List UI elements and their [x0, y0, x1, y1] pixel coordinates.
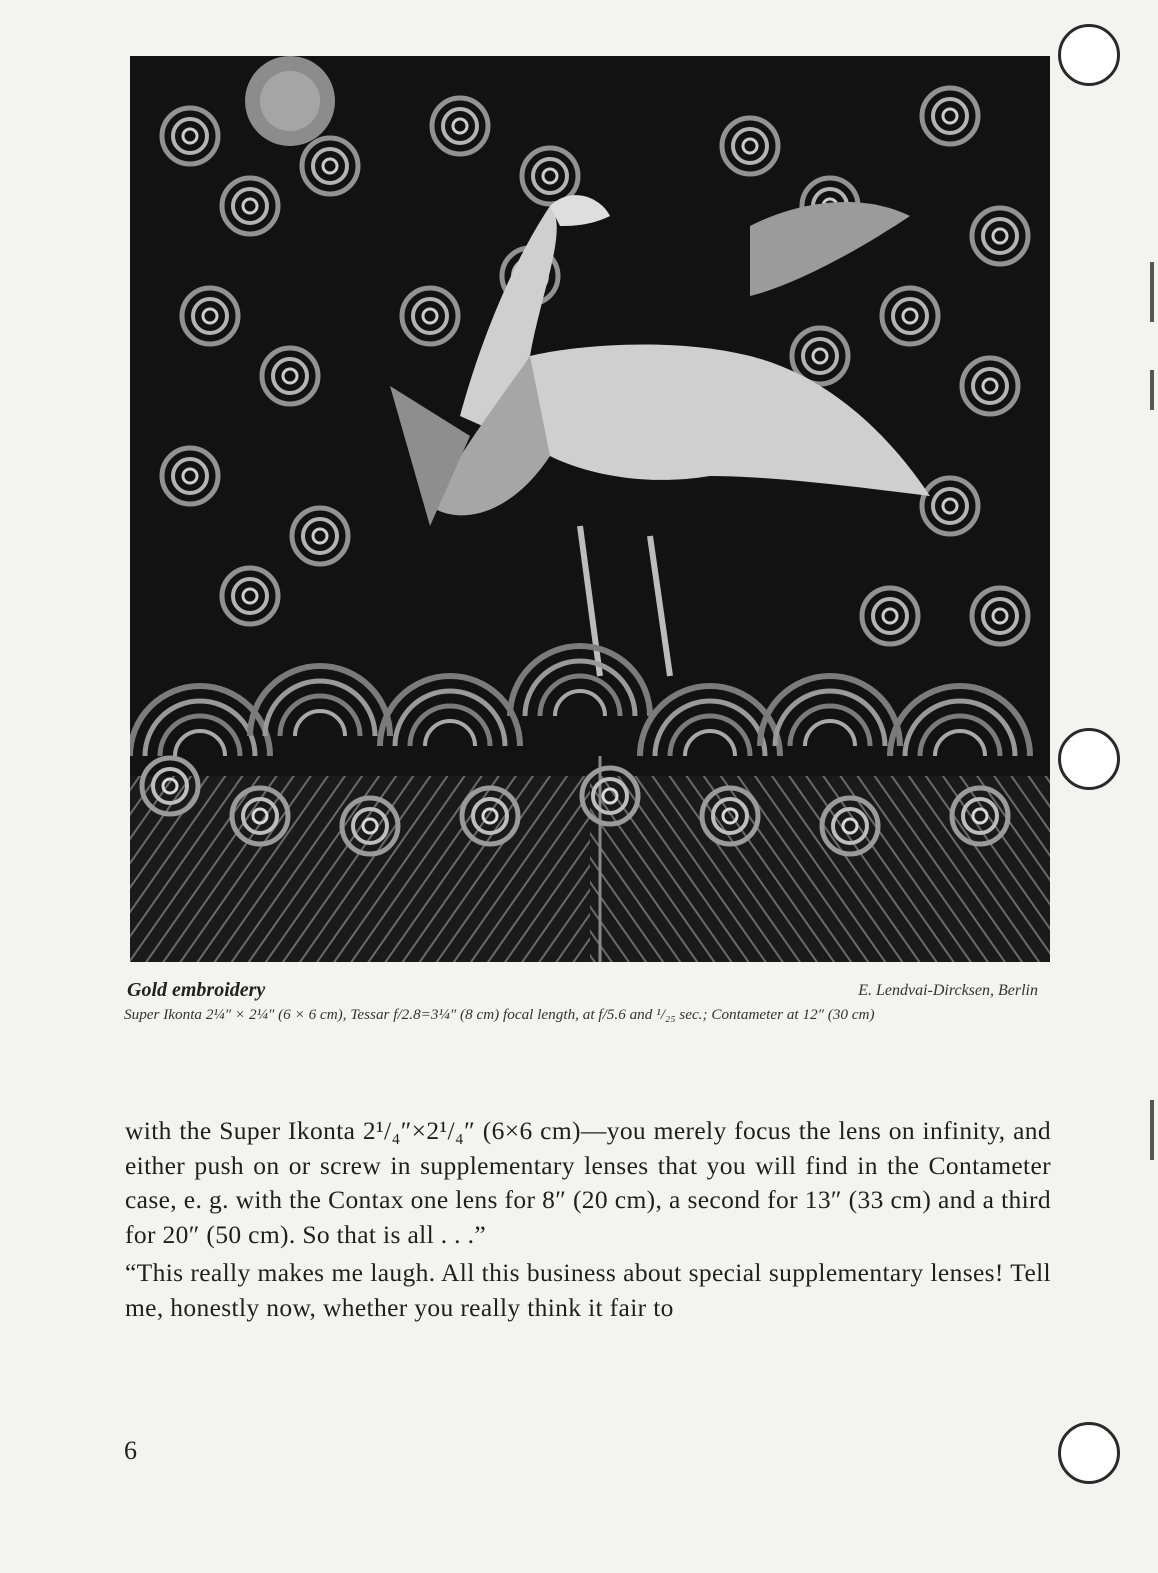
binder-hole-top	[1058, 24, 1120, 86]
body-paragraph-1: with the Super Ikonta 2¹/₄″×2¹/₄″ (6×6 cm)—you merely focus the lens on infinity, and either push on or screw in supplementary lenses that you will find in the Contameter case, e. g. with the Contax one lens for 8″ (20 cm), a second for 13″ (33 cm) and a third for 20″ (50 cm). So that is all . . .”	[125, 1116, 1051, 1249]
embroidery-image	[130, 56, 1050, 962]
body-text	[125, 1114, 1051, 1325]
edge-mark	[1150, 262, 1154, 322]
binder-hole-middle	[1058, 728, 1120, 790]
page-number: 6	[124, 1436, 137, 1465]
figure-credit: E. Lendvai-Dircksen, Berlin	[858, 982, 1038, 999]
edge-mark	[1150, 1100, 1154, 1160]
edge-mark	[1150, 370, 1154, 410]
body-paragraph-2: “This really makes me laugh. All this business about special supplementary lenses! Tell me, honestly now, whether you really think it fair to	[125, 1258, 1051, 1322]
figure-caption-title: Gold embroidery	[127, 979, 266, 1001]
binder-hole-bottom	[1058, 1422, 1120, 1484]
figure-details: Super Ikonta 2¼″ × 2¼″ (6 × 6 cm), Tessar f/2.8=3¼″ (8 cm) focal length, at f/5.6 and ¹/₂₅ sec.; Contameter at 12″ (30 cm)	[124, 1006, 875, 1023]
gold-embroidery-photo	[130, 56, 1050, 962]
